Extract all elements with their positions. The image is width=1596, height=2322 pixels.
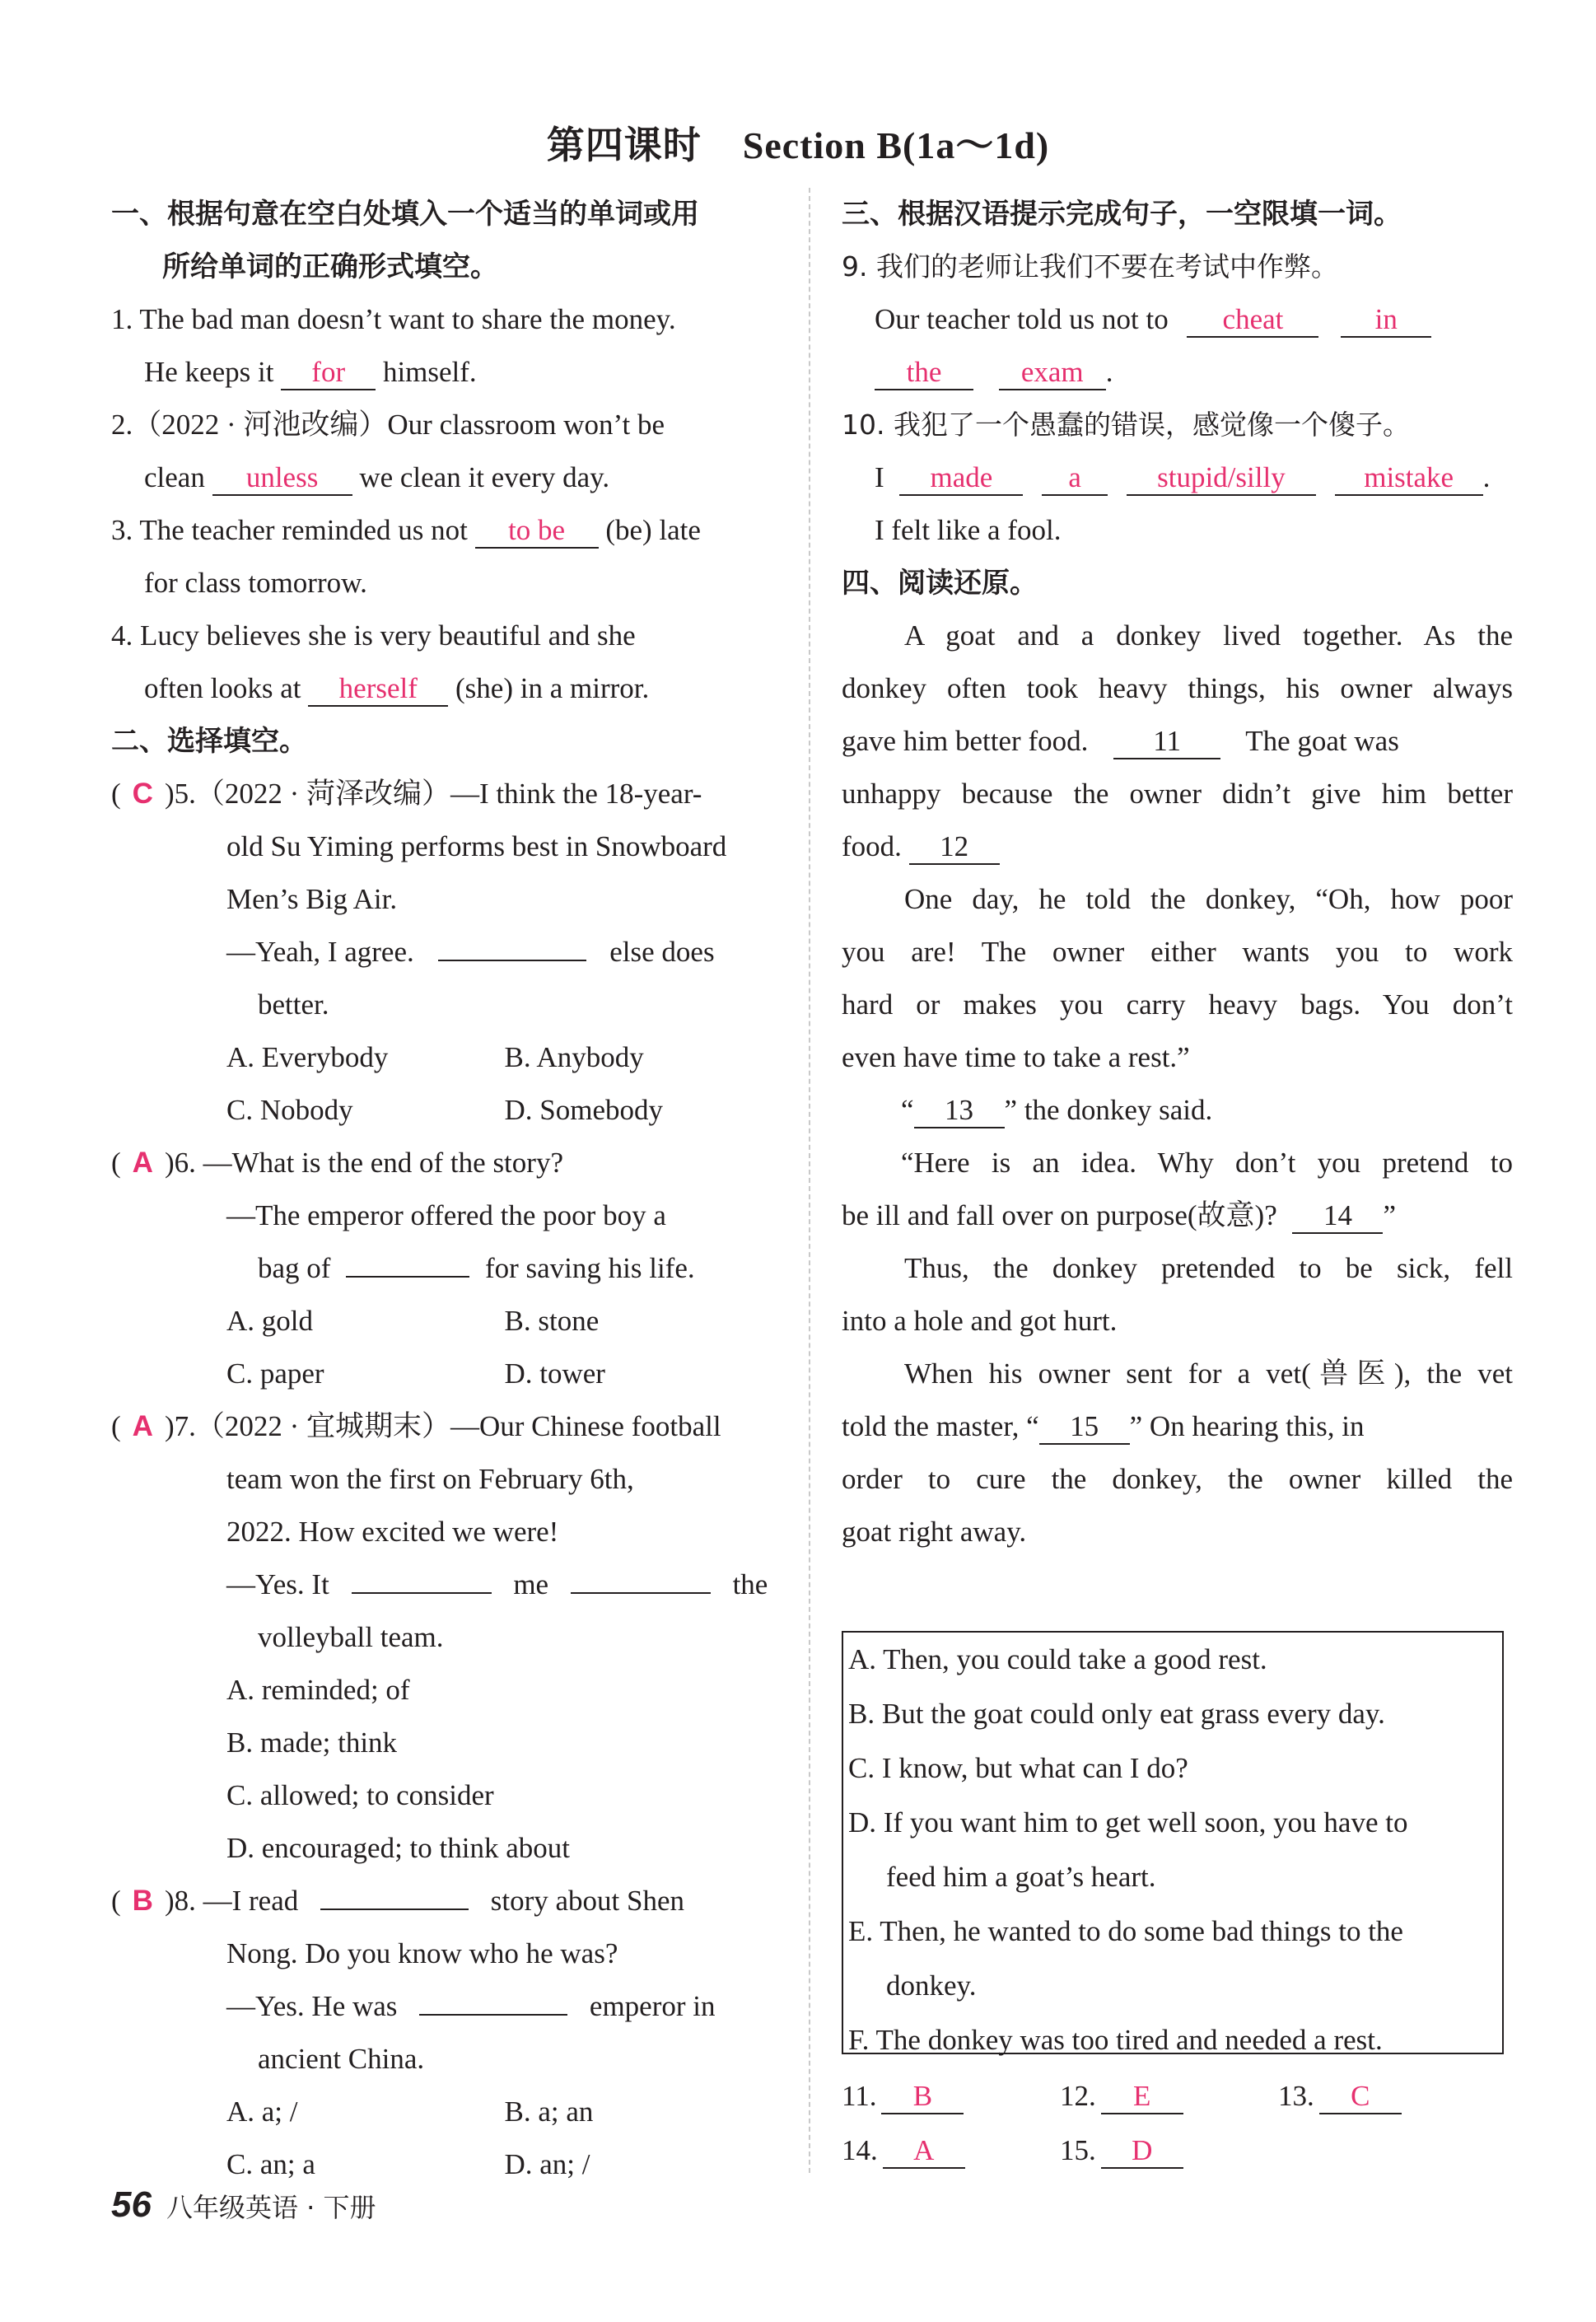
q10-answer-3: stupid/silly: [1127, 461, 1316, 496]
answers-row-1: [842, 2069, 1496, 2123]
q9-answer-2: in: [1341, 303, 1431, 338]
passage-p1c: gave him better food. 11 The goat was: [842, 715, 1513, 768]
q1-line2: He keeps it for himself.: [111, 346, 782, 399]
q7-option-d: D. encouraged; to think about: [226, 1832, 570, 1864]
passage-p2d: even have time to take a rest.”: [842, 1041, 1190, 1073]
answer-14: 14. A: [842, 2123, 1060, 2178]
q2-answer: unless: [212, 461, 352, 496]
q6-line1: ( A )6. —What is the end of the story?: [111, 1147, 563, 1179]
q9-answer-4: exam: [999, 356, 1106, 390]
q8-blank-2: [419, 1981, 567, 2016]
q5-line4: —Yeah, I agree. else does: [111, 926, 782, 979]
option-c: C. I know, but what can I do?: [848, 1752, 1188, 1784]
reading-answers: [842, 2069, 1496, 2178]
passage-p5a: Thus, the donkey pretended to be sick, fell: [904, 1252, 1513, 1284]
q8-blank-1: [320, 1876, 469, 1910]
q8-line2: Nong. Do you know who he was?: [226, 1937, 618, 1969]
part2-heading: 二、选择填空。: [111, 725, 307, 758]
answer-12: 12. E: [1060, 2069, 1278, 2123]
q7-mark: A: [132, 1410, 153, 1442]
option-e: E. Then, he wanted to do some bad things to the: [848, 1915, 1403, 1947]
passage-p2a: One day, he told the donkey, “Oh, how poor: [904, 883, 1513, 915]
q1-line1: 1. The bad man doesn’t want to share the money.: [111, 303, 676, 335]
passage-p1a: A goat and a donkey lived together. As the: [904, 619, 1513, 652]
q7-option-b: B. made; think: [226, 1726, 398, 1759]
part1-heading: 一、根据句意在空白处填入一个适当的单词或用: [111, 198, 699, 231]
q6-option-b: B. stone: [504, 1305, 600, 1337]
q5-option-b: B. Anybody: [504, 1041, 644, 1073]
part4-heading: 四、阅读还原。: [842, 567, 1038, 600]
q10-answer-1: made: [899, 461, 1023, 496]
q8-options-cd: [111, 2138, 782, 2191]
q3-line2: for class tomorrow.: [144, 567, 367, 599]
right-column: [842, 188, 1513, 1558]
q7-line5: volleyball team.: [258, 1621, 444, 1653]
left-column: [111, 188, 782, 2191]
passage-p6e: goat right away.: [842, 1516, 1027, 1548]
q7-line3: 2022. How excited we were!: [226, 1516, 559, 1548]
q9-answer-3: the: [875, 356, 973, 390]
blank-11: 11: [1113, 725, 1220, 759]
passage-p1e: food. 12: [842, 820, 1513, 873]
option-e-cont: donkey.: [886, 1969, 977, 2002]
q8-option-c: C. an; a: [226, 2148, 315, 2180]
q6-line3: bag of for saving his life.: [111, 1242, 782, 1295]
lesson-number: 第四课时: [546, 123, 702, 167]
passage-p6a: When his owner sent for a vet(兽医), the vet: [904, 1357, 1513, 1390]
answer-13: 13. C: [1278, 2069, 1496, 2123]
q7-line4: —Yes. It me the: [111, 1558, 782, 1611]
option-f: F. The donkey was too tired and needed a rest.: [848, 2024, 1383, 2056]
q6-option-d: D. tower: [504, 1357, 605, 1390]
q2-line1: 2.（2022 · 河池改编）Our classroom won’t be: [111, 409, 665, 441]
page-title: [0, 115, 1596, 170]
q6-options-ab: [111, 1295, 782, 1348]
passage-p4b: be ill and fall over on purpose(故意)? 14 ”: [842, 1189, 1513, 1242]
q8-line3: —Yes. He was emperor in: [111, 1980, 782, 2033]
passage-p4a: “Here is an idea. Why don’t you pretend to: [901, 1147, 1513, 1179]
option-b: B. But the goat could only eat grass every day.: [848, 1698, 1385, 1730]
passage-p2b: you are! The owner either wants you to work: [842, 936, 1513, 968]
part1-heading-cont: 所给单词的正确形式填空。: [162, 250, 498, 283]
q3-line1: 3. The teacher reminded us not to be (be) late: [111, 504, 782, 557]
option-d: D. If you want him to get well soon, you have to: [848, 1806, 1408, 1838]
q2-line2: clean unless we clean it every day.: [111, 451, 782, 504]
q10-line1: I made a stupid/silly mistake .: [842, 451, 1513, 504]
q8-option-b: B. a; an: [504, 2095, 594, 2128]
q9-answer-1: cheat: [1187, 303, 1318, 338]
q7-blank-1: [352, 1559, 492, 1594]
q9-line1: Our teacher told us not to cheat in: [842, 293, 1513, 346]
q7-blank-2: [571, 1559, 711, 1594]
q5-option-d: D. Somebody: [504, 1094, 663, 1126]
answer-15: 15. D: [1060, 2123, 1278, 2178]
page-footer: [111, 2184, 376, 2226]
q10-line2: I felt like a fool.: [875, 514, 1062, 546]
book-title: 八年级英语 · 下册: [166, 2192, 376, 2223]
blank-14: 14: [1292, 1199, 1383, 1234]
q6-blank: [346, 1243, 469, 1278]
q5-line5: better.: [258, 988, 329, 1021]
q7-line1: ( A )7.（2022 · 宜城期末）—Our Chinese football: [111, 1410, 721, 1442]
q6-line2: —The emperor offered the poor boy a: [226, 1199, 666, 1231]
q4-line2: often looks at herself (she) in a mirror.: [111, 662, 782, 715]
q7-option-a: A. reminded; of: [226, 1674, 410, 1706]
passage-p1b: donkey often took heavy things, his owner always: [842, 672, 1513, 704]
passage-p1d: unhappy because the owner didn’t give him better: [842, 778, 1513, 810]
q9-prompt: 9. 我们的老师让我们不要在考试中作弊。: [842, 250, 1338, 283]
q6-option-a: A. gold: [226, 1305, 313, 1337]
q5-line2: old Su Yiming performs best in Snowboard: [226, 830, 727, 862]
q8-line1: ( B )8. —I read story about Shen: [111, 1875, 782, 1927]
q1-answer: for: [281, 356, 376, 390]
blank-13: 13: [914, 1094, 1005, 1128]
q8-option-a: A. a; /: [226, 2095, 298, 2128]
q10-answer-2: a: [1042, 461, 1108, 496]
answer-11: 11. B: [842, 2069, 1060, 2123]
option-d-cont: feed him a goat’s heart.: [886, 1861, 1156, 1893]
q5-options-ab: [111, 1031, 782, 1084]
q5-mark: C: [132, 778, 153, 810]
options-box: [842, 1631, 1504, 2054]
q8-options-ab: [111, 2086, 782, 2138]
q4-answer: herself: [308, 672, 448, 707]
q5-option-a: A. Everybody: [226, 1041, 389, 1073]
page-number: 56: [111, 2184, 152, 2225]
option-a: A. Then, you could take a good rest.: [848, 1643, 1267, 1675]
q7-option-c: C. allowed; to consider: [226, 1779, 494, 1811]
column-divider: [809, 188, 810, 2173]
q8-option-d: D. an; /: [504, 2148, 590, 2180]
q5-option-c: C. Nobody: [226, 1094, 353, 1126]
q9-line2: the exam .: [842, 346, 1513, 399]
q5-line3: Men’s Big Air.: [226, 883, 398, 915]
passage-p6d: order to cure the donkey, the owner killed the: [842, 1463, 1513, 1495]
q10-answer-4: mistake: [1335, 461, 1483, 496]
q6-options-cd: [111, 1348, 782, 1400]
q6-option-c: C. paper: [226, 1357, 324, 1390]
q5-line1: ( C )5.（2022 · 菏泽改编）—I think the 18-year-: [111, 778, 702, 810]
q10-prompt: 10. 我犯了一个愚蠢的错误，感觉像一个傻子。: [842, 409, 1410, 441]
q4-line1: 4. Lucy believes she is very beautiful and she: [111, 619, 636, 652]
q7-line2: team won the first on February 6th,: [226, 1463, 634, 1495]
passage-p6b: told the master, “ 15 ” On hearing this, in: [842, 1400, 1513, 1453]
q8-line4: ancient China.: [258, 2043, 425, 2075]
blank-12: 12: [909, 830, 1000, 865]
q3-answer: to be: [475, 514, 599, 549]
q6-mark: A: [132, 1147, 153, 1179]
part3-heading: 三、根据汉语提示完成句子，一空限填一词。: [842, 198, 1402, 231]
q8-mark: B: [132, 1885, 153, 1917]
q5-blank: [438, 927, 586, 961]
q5-options-cd: [111, 1084, 782, 1137]
answers-row-2: [842, 2123, 1496, 2178]
section-label: Section B(1a～1d): [742, 124, 1050, 166]
passage-p3: “ 13 ” the donkey said.: [842, 1084, 1513, 1137]
passage-p2c: hard or makes you carry heavy bags. You don’t: [842, 988, 1513, 1021]
blank-15: 15: [1039, 1410, 1130, 1445]
passage-p5b: into a hole and got hurt.: [842, 1305, 1118, 1337]
